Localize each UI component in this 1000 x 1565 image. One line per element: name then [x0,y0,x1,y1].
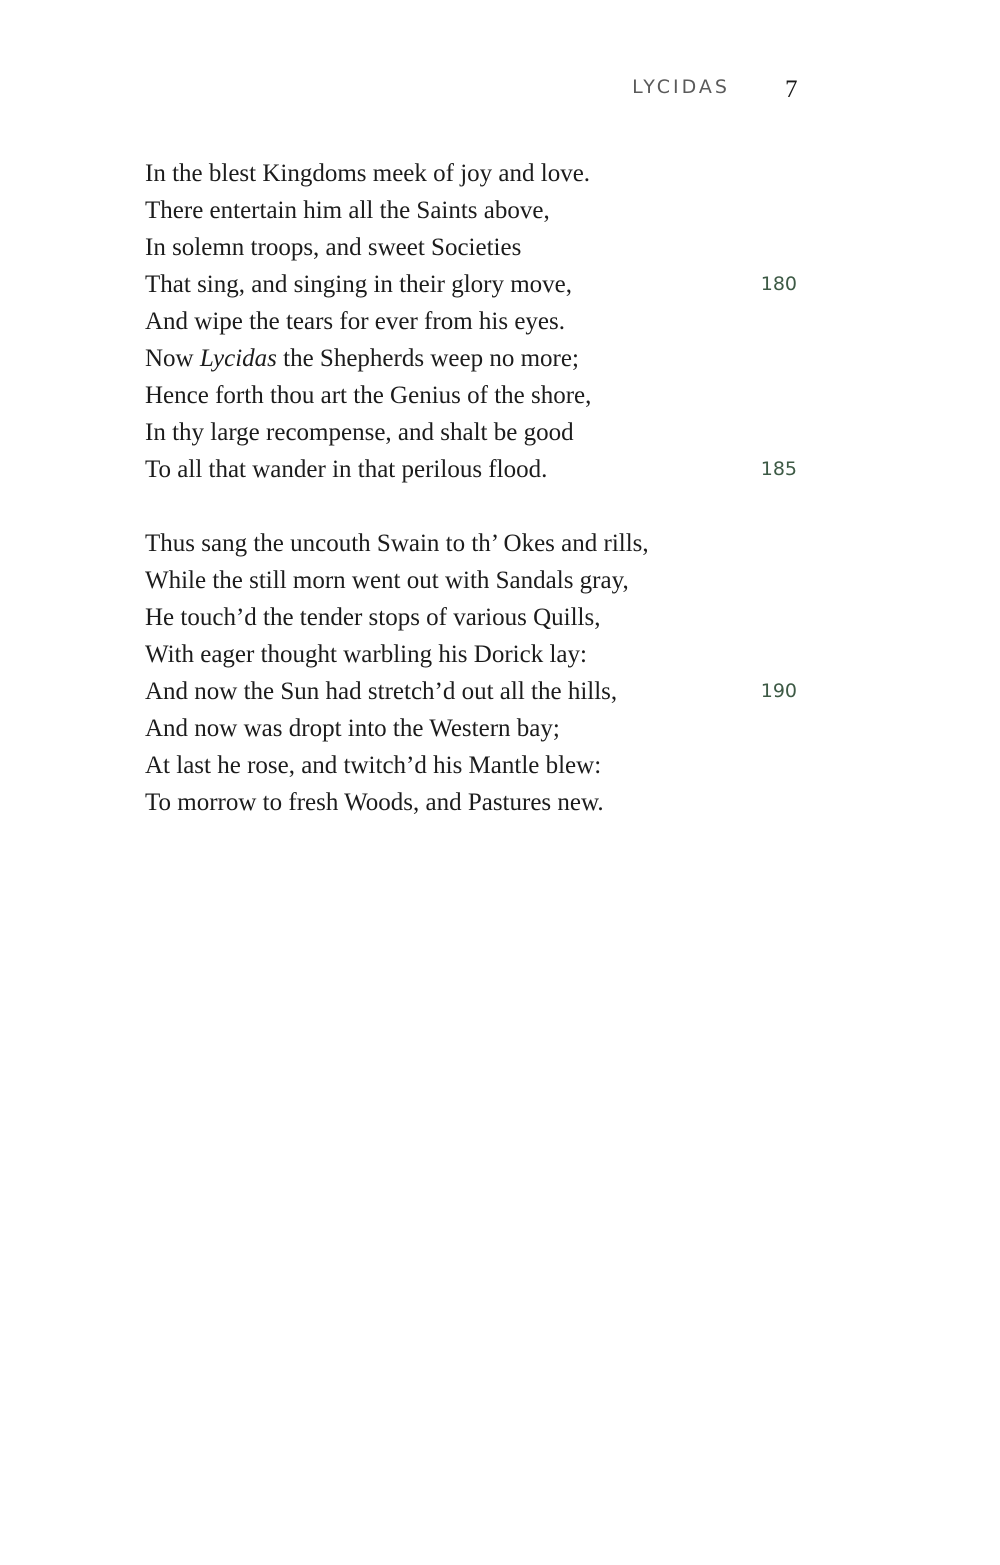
verse-text: With eager thought warbling his Dorick lay: [145,641,587,668]
verse-text: And wipe the tears for ever from his eyes. [145,308,565,335]
verse-line [145,599,805,636]
verse-text: To morrow to fresh Woods, and Pastures new. [145,789,604,816]
line-number: 180 [760,273,797,295]
verse-line [145,562,805,599]
verse-line [145,414,805,451]
verse-text-before: Now [145,345,200,372]
verse-line [145,747,805,784]
verse-line [145,636,805,673]
verse-text: In thy large recompense, and shalt be good [145,419,574,446]
line-number: 185 [760,458,797,480]
verse-text: And now was dropt into the Western bay; [145,715,560,742]
verse-line [145,710,805,747]
verse-line [145,266,805,303]
verse-text-italic: Lycidas [199,345,277,372]
verse-line [145,673,805,710]
verse-text: At last he rose, and twitch’d his Mantle blew: [145,752,602,779]
verse-text: In the blest Kingdoms meek of joy and love. [145,160,591,187]
verse-line [145,451,805,488]
verse-text-after: the Shepherds weep no more; [276,345,579,372]
verse-text: Thus sang the uncouth Swain to th’ Okes and rills, [145,530,649,557]
verse-line [145,784,805,821]
verse-line [145,155,805,192]
verse-text: To all that wander in that perilous flood. [145,456,548,483]
verse-line [145,340,805,377]
verse-line [145,229,805,266]
page-number: 7 [785,76,798,103]
running-head [0,74,1000,114]
verse-text: In solemn troops, and sweet Societies [145,234,522,261]
line-number: 190 [760,680,797,702]
verse-text: That sing, and singing in their glory move, [145,271,573,298]
verse-text: Hence forth thou art the Genius of the shore, [145,382,592,409]
verse-line [145,525,805,562]
stanza-2 [145,525,805,821]
verse-text: And now the Sun had stretch’d out all the hills, [145,678,618,705]
verse-line [145,377,805,414]
poem-body [145,155,805,821]
verse-text: There entertain him all the Saints above, [145,197,550,224]
verse-line [145,192,805,229]
verse-line [145,303,805,340]
verse-text: He touch’d the tender stops of various Quills, [145,604,601,631]
stanza-1 [145,155,805,488]
running-title: LYCIDAS [632,76,730,98]
verse-text: While the still morn went out with Sandals gray, [145,567,629,594]
